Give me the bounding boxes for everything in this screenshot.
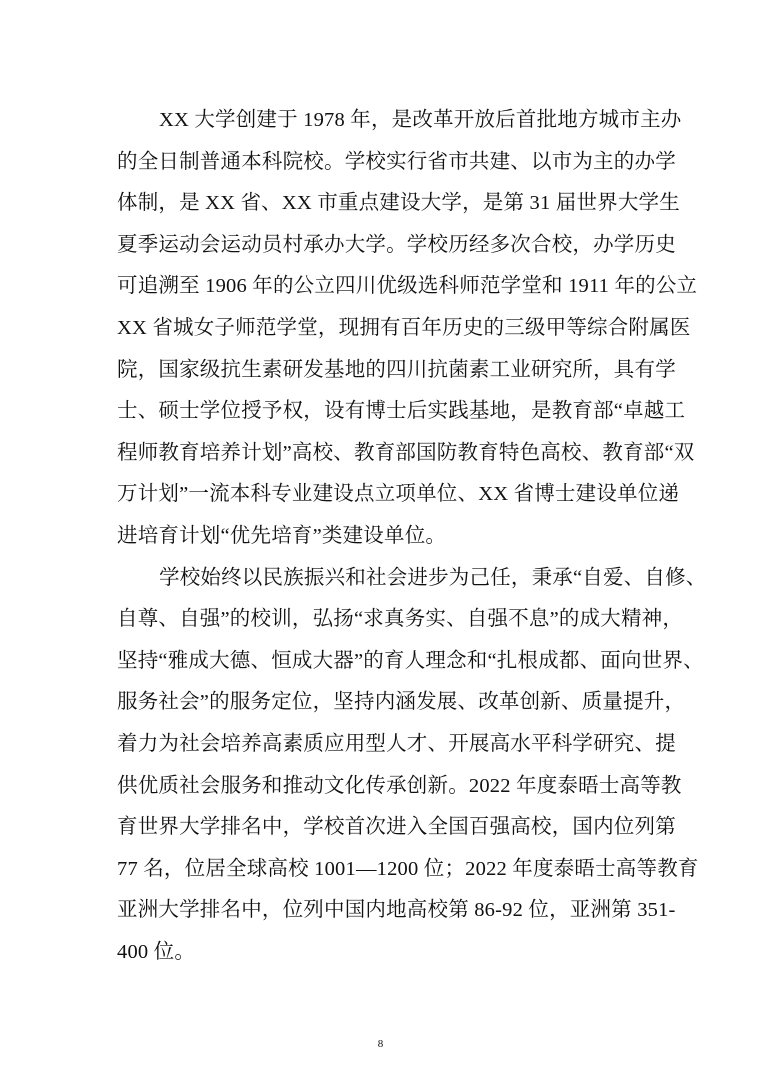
text-line: 院，国家级抗生素研发基地的四川抗菌素工业研究所，具有学 xyxy=(117,358,676,381)
text-line: 可追溯至 1906 年的公立四川优级选科师范学堂和 1911 年的公立 xyxy=(117,275,698,298)
text-line: 自尊、自强”的校训，弘扬“求真务实、自强不息”的成大精神， xyxy=(117,608,684,631)
text-line: 进培育计划“优先培育”类建设单位。 xyxy=(117,524,447,547)
text-line: XX 省城女子师范学堂，现拥有百年历史的三级甲等综合附属医 xyxy=(117,316,691,339)
text-line: 服务社会”的服务定位，坚持内涵发展、改革创新、质量提升， xyxy=(117,691,686,714)
paragraph-mission xyxy=(117,562,707,978)
text-line: 400 位。 xyxy=(117,940,196,963)
text-line: 育世界大学排名中，学校首次进入全国百强高校，国内位列第 xyxy=(117,816,676,839)
text-line: 的全日制普通本科院校。学校实行省市共建、以市为主的办学 xyxy=(117,150,676,173)
text-line: XX 大学创建于 1978 年，是改革开放后首批地方城市主办 xyxy=(159,109,682,131)
paragraph-history xyxy=(117,104,698,562)
text-line: 万计划”一流本科专业建设点立项单位、XX 省博士建设单位递 xyxy=(117,483,680,506)
text-line: 着力为社会培养高素质应用型人才、开展高水平科学研究、提 xyxy=(117,732,676,755)
text-line: 亚洲大学排名中，位列中国内地高校第 86-92 位，亚洲第 351- xyxy=(117,899,676,922)
text-line: 供优质社会服务和推动文化传承创新。2022 年度泰晤士高等教 xyxy=(117,774,682,797)
text-line: 士、硕士学位授予权，设有博士后实践基地，是教育部“卓越工 xyxy=(117,400,686,423)
text-line: 坚持“雅成大德、恒成大器”的育人理念和“扎根成都、面向世界、 xyxy=(117,649,704,672)
text-line: 77 名，位居全球高校 1001—1200 位；2022 年度泰晤士高等教育 xyxy=(117,857,699,880)
page-number: 8 xyxy=(377,1038,384,1050)
text-line: 学校始终以民族振兴和社会进步为己任，秉承“自爱、自修、 xyxy=(159,566,707,589)
text-line: 夏季运动会运动员村承办大学。学校历经多次合校，办学历史 xyxy=(117,233,676,256)
document-body xyxy=(117,104,707,977)
text-line: 体制，是 XX 省、XX 市重点建设大学，是第 31 届世界大学生 xyxy=(117,192,680,215)
text-line: 程师教育培养计划”高校、教育部国防教育特色高校、教育部“双 xyxy=(117,441,695,464)
